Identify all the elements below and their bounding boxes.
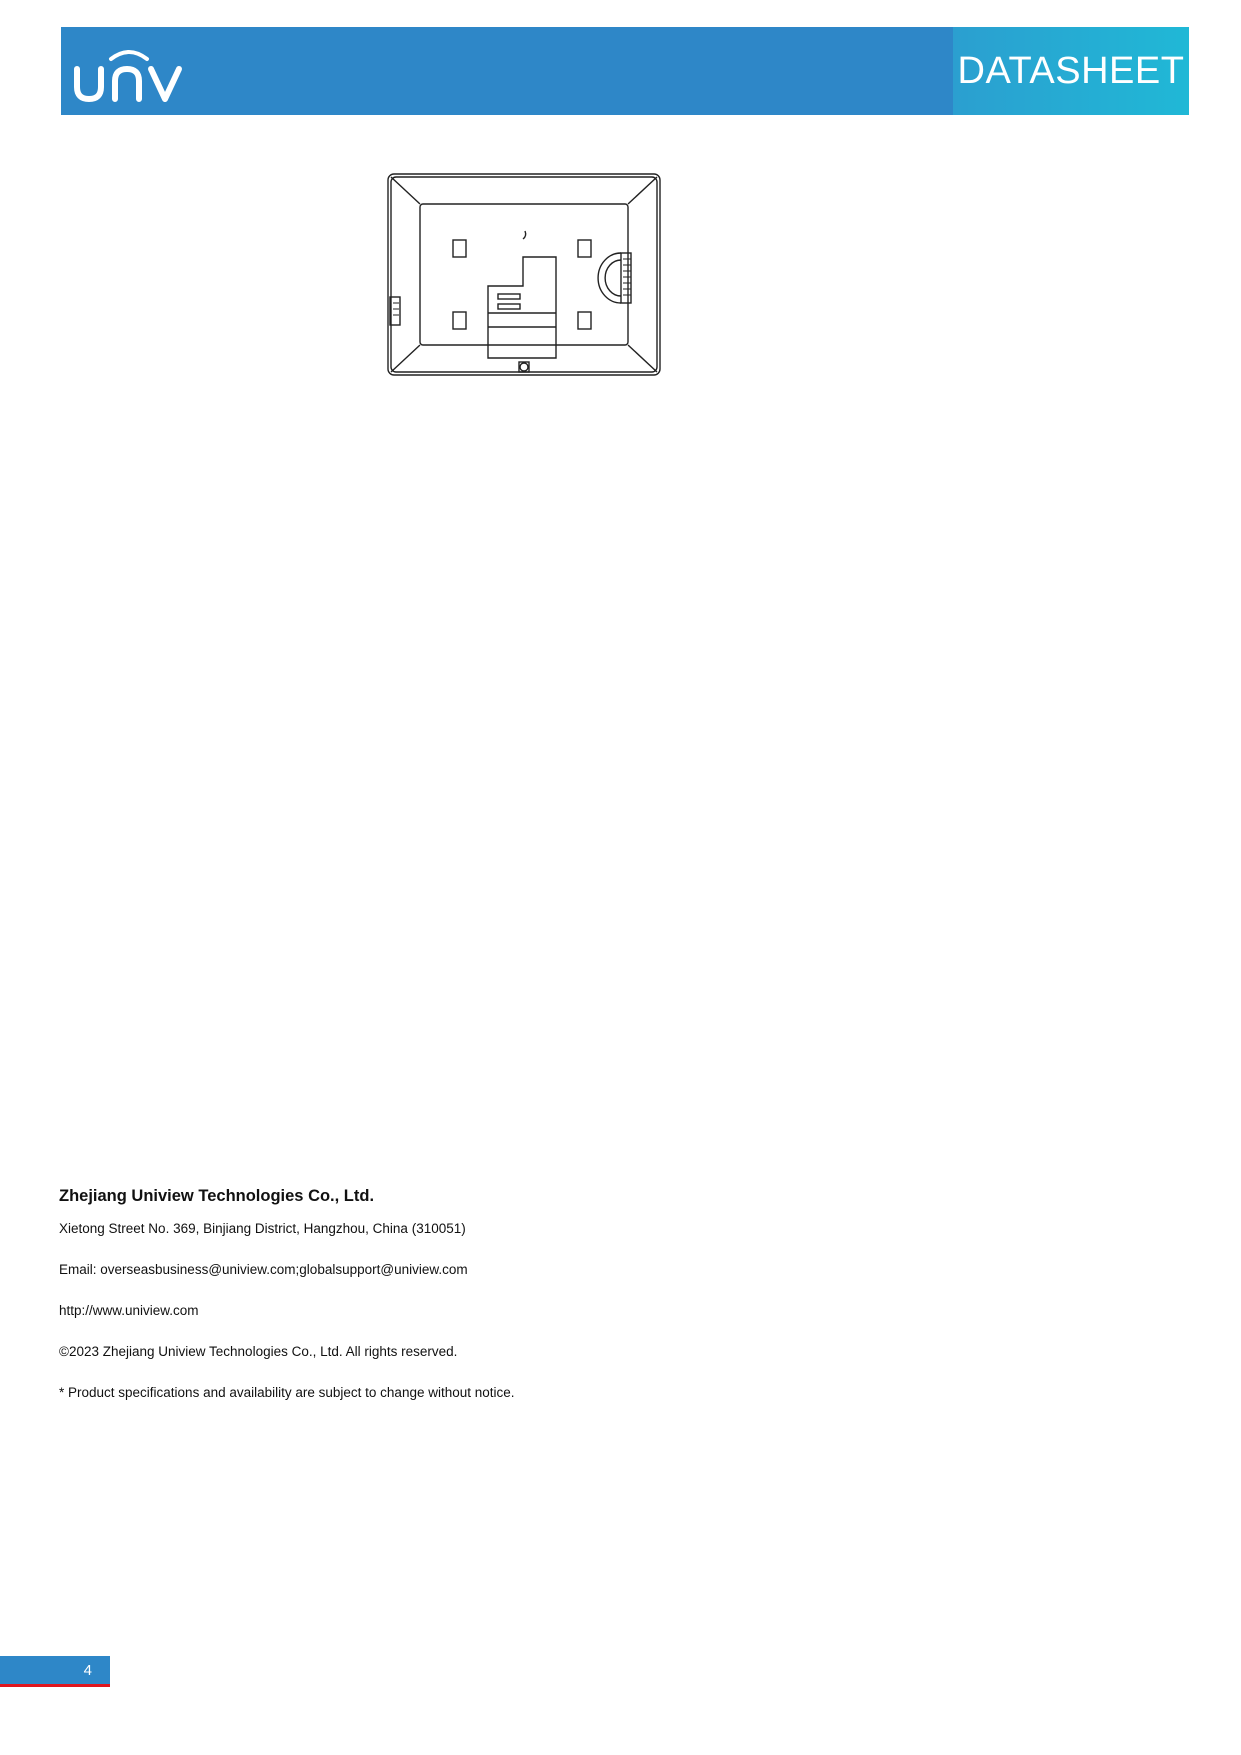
device-rear-view-drawing-icon (387, 173, 661, 376)
copyright-notice: ©2023 Zhejiang Uniview Technologies Co., Ltd. All rights reserved. (59, 1344, 458, 1359)
company-address: Xietong Street No. 369, Binjiang District, Hangzhou, China (310051) (59, 1221, 466, 1236)
datasheet-tag: DATASHEET (953, 27, 1189, 115)
page-number: 4 (0, 1656, 110, 1684)
header-bar (61, 27, 1189, 115)
company-website-link[interactable]: http://www.uniview.com (59, 1303, 199, 1318)
company-email[interactable]: Email: overseasbusiness@uniview.com;globalsupport@uniview.com (59, 1262, 468, 1277)
header-main (61, 27, 953, 115)
company-info (59, 1186, 759, 1424)
unv-logo-icon (71, 41, 187, 107)
disclaimer: * Product specifications and availability are subject to change without notice. (59, 1385, 515, 1400)
page-number-underline (0, 1684, 110, 1687)
company-name: Zhejiang Uniview Technologies Co., Ltd. (59, 1187, 375, 1205)
